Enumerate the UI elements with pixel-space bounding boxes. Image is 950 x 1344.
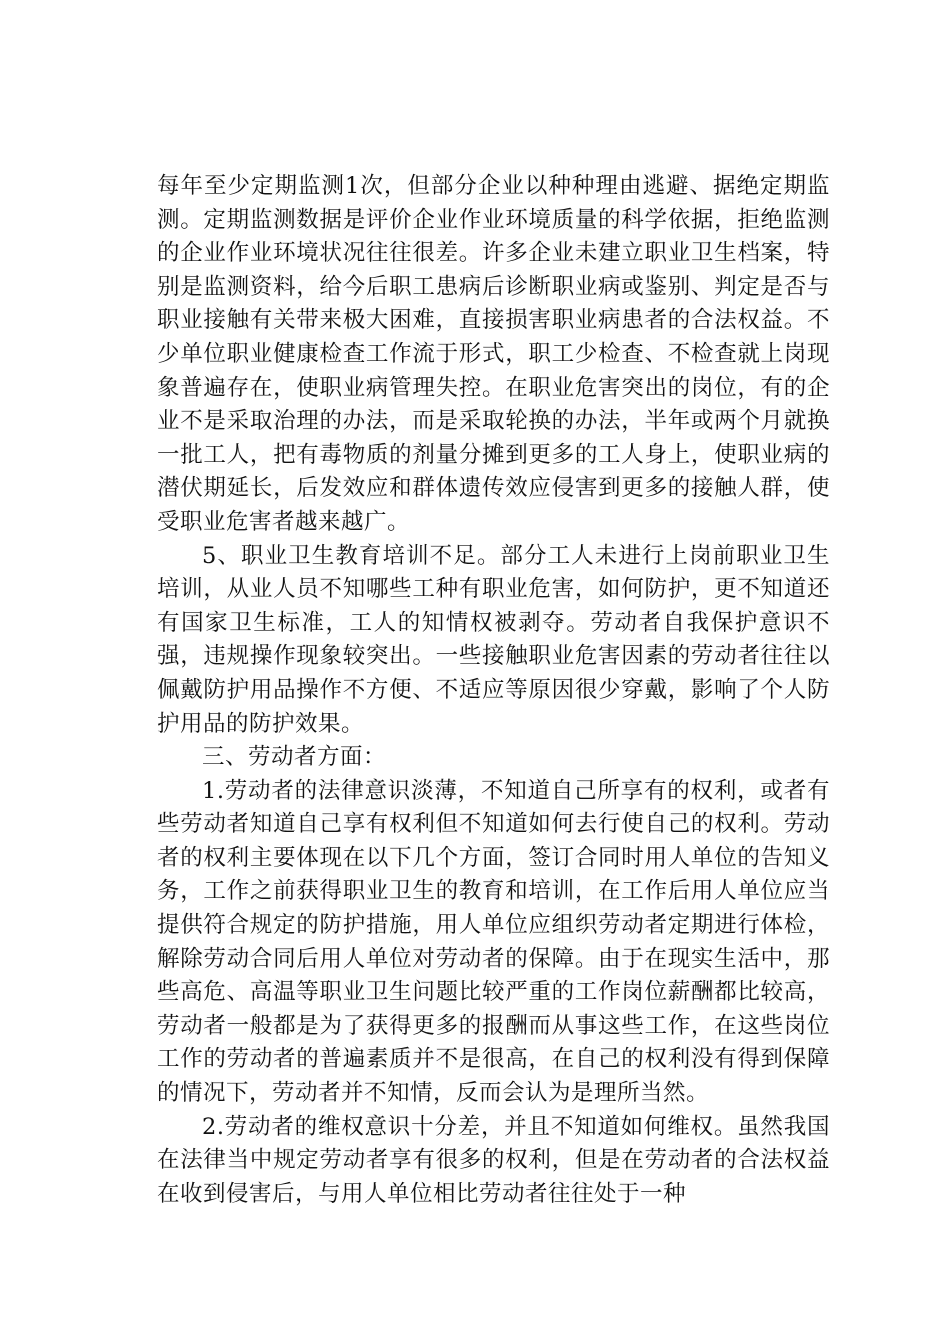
document-page <box>157 170 830 1211</box>
paragraph-training: 5、职业卫生教育培训不足。部分工人未进行上岗前职业卫生培训，从业人员不知哪些工种有职业危害，如何防护，更不知道还有国家卫生标准，工人的知情权被剥夺。劳动者自我保护意识不强，违规操作现象较突出。一些接触职业危害因素的劳动者往往以佩戴防护用品操作不方便、不适应等原因很少穿戴，影响了个人防护用品的防护效果。 <box>157 542 830 737</box>
paragraph-rights-protection: 2.劳动者的维权意识十分差，并且不知道如何维权。虽然我国在法律当中规定劳动者享有很多的权利，但是在劳动者的合法权益在收到侵害后，与用人单位相比劳动者往往处于一种 <box>157 1113 830 1207</box>
section-heading-workers: 三、劳动者方面： <box>202 744 387 771</box>
paragraph-monitoring: 每年至少定期监测1次，但部分企业以种种理由逃避、据绝定期监测。定期监测数据是评价企业作业环境质量的科学依据，拒绝监测的企业作业环境状况往往很差。许多企业未建立职业卫生档案，特别是监测资料，给今后职工患病后诊断职业病或鉴别、判定是否与职业接触有关带来极大困难，直接损害职业病患者的合法权益。不少单位职业健康检查工作流于形式，职工少检查、不检查就上岗现象普遍存在，使职业病管理失控。在职业危害突出的岗位，有的企业不是采取治理的办法，而是采取轮换的办法，半年或两个月就换一批工人，把有毒物质的剂量分摊到更多的工人身上，使职业病的潜伏期延长，后发效应和群体遗传效应侵害到更多的接触人群，使受职业危害者越来越广。 <box>157 173 830 535</box>
paragraph-legal-awareness: 1.劳动者的法律意识淡薄，不知道自己所享有的权利，或者有些劳动者知道自己享有权利但不知道如何去行使自己的权利。劳动者的权利主要体现在以下几个方面，签订合同时用人单位的告知义务，工作之前获得职业卫生的教育和培训，在工作后用人单位应当提供符合规定的防护措施，用人单位应组织劳动者定期进行体检，解除劳动合同后用人单位对劳动者的保障。由于在现实生活中，那些高危、高温等职业卫生问题比较严重的工作岗位薪酬都比较高，劳动者一般都是为了获得更多的报酬而从事这些工作，在这些岗位工作的劳动者的普遍素质并不是很高，在自己的权利没有得到保障的情况下，劳动者并不知情，反而会认为是理所当然。 <box>157 777 830 1107</box>
